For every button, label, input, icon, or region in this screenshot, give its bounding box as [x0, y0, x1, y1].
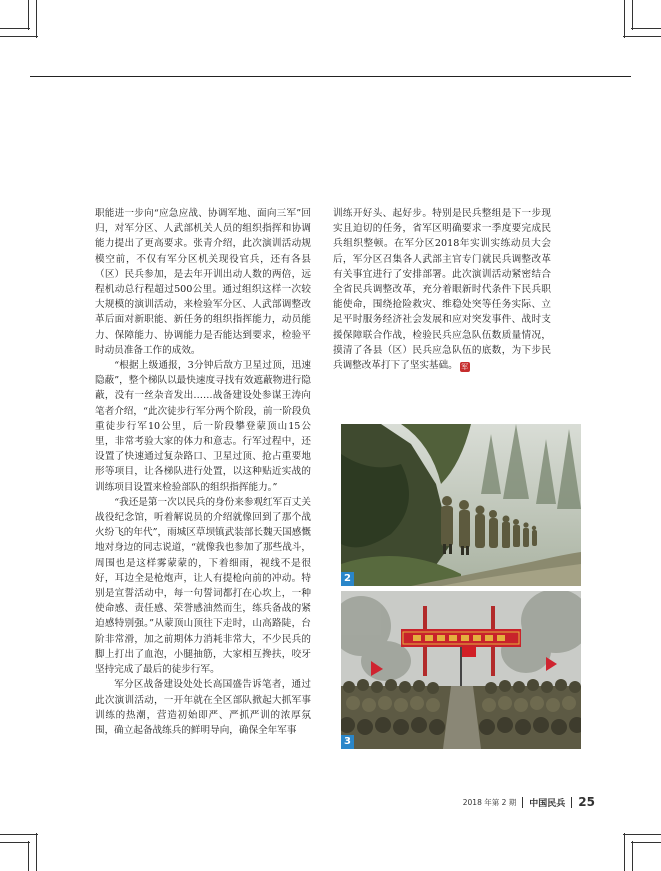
article-column-right	[333, 206, 551, 373]
issue-label: 2018 年第 2 期	[462, 797, 517, 807]
photo-number-badge: 3	[341, 735, 354, 749]
paragraph: 职能进一步向“应急应战、协调军地、面向三军”回归，对军分区、人武部机关人员的组织指挥和协调能力提出了更高要求。张青介绍，此次演训活动规模空前，不仅有军分区机关现役官兵，还有各县（区）民兵参加，是去年开训出动人数的两倍，远程机动总行程超过500公里。通过组织这样一次较大规模的演训活动，来检验军分区、人武部调整改革后面对新职能、新任务的组织指挥能力，动员能力、保障能力、协调能力是否能达到要求，检验平时动员准备工作的成效。	[95, 208, 311, 356]
photo-soldiers-marching	[341, 424, 581, 586]
photo-number-badge: 2	[341, 572, 354, 586]
paragraph: “我还是第一次以民兵的身份来参观红军百丈关战役纪念馆，听着解说员的介绍就像回到了那个战火纷飞的年代”，雨城区草坝镇武装部长魏天国感慨地对身边的同志说道，“就像我也参加了那些战斗，周围也是这样雾蒙蒙的，下着细雨，视线不是很好，耳边全是枪炮声，让人有提枪向前的冲动。特别是宣誓活动中，每一句誓词都打在心坎上，一种使命感、责任感、荣誉感油然而生，练兵备战的紧迫感特别强。”从蒙顶山顶往下走时，山高路陡，台阶非常滑，加之前期体力消耗非常大，不少民兵的脚上打出了血泡，小腿抽筋，大家相互搀扶，咬牙坚持完成了最后的徒步行军。	[95, 496, 311, 676]
magazine-name: 中国民兵	[529, 798, 566, 809]
photo-soldiers-assembly	[341, 591, 581, 749]
page-number: 25	[578, 795, 595, 809]
end-of-article-mark: 军	[461, 363, 469, 372]
paragraph-text: 训练开好头、起好步。特别是民兵整组是下一步现实且迫切的任务，省军区明确要求一季度要完成民兵组织整顿。在军分区2018年实训实练动员大会后，军分区召集各人武部主官专门就民兵调整改革有关事宜进行了安排部署。此次演训活动紧密结合全省民兵调整改革，充分着眼新时代条件下民兵职能使命，围绕抢险救灾、维稳处突等任务实际、立足平时服务经济社会发展和应对突发事件、战时支援保障联合作战，检验民兵应急队伍数质量情况，摸清了各县（区）民兵应急队伍的底数，为下步民兵调整改革打下了坚实基础。	[333, 208, 551, 372]
header-rule	[30, 76, 631, 77]
page-footer	[463, 795, 595, 809]
footer-divider	[522, 797, 523, 808]
paragraph	[333, 206, 551, 373]
footer-divider	[571, 797, 572, 808]
paragraph: “根据上级通报，3分钟后敌方卫星过顶，迅速隐蔽”，整个梯队以最快速度寻找有效遮蔽物进行隐蔽，没有一丝杂音发出……战备建设处参谋王涛向笔者介绍，“此次徒步行军分两个阶段，前一阶段负重徒步行军10公里，后一阶段攀登蒙顶山15公里，非常考验大家的体力和意志。行军过程中，还设置了快速通过复杂路口、卫星过顶、抢占重要地形等项目，让各梯队进行处置，以这种贴近实战的训练项目设置来检验部队的组织指挥能力。”	[95, 360, 311, 493]
paragraph: 军分区战备建设处处长高国盛告诉笔者，通过此次演训活动，一开年就在全区部队掀起大抓军事训练的热潮，营造初始即严、严抓严训的浓厚氛围，确立起备战练兵的鲜明导向，确保全年军事	[95, 679, 311, 736]
article-column-left	[95, 206, 311, 738]
